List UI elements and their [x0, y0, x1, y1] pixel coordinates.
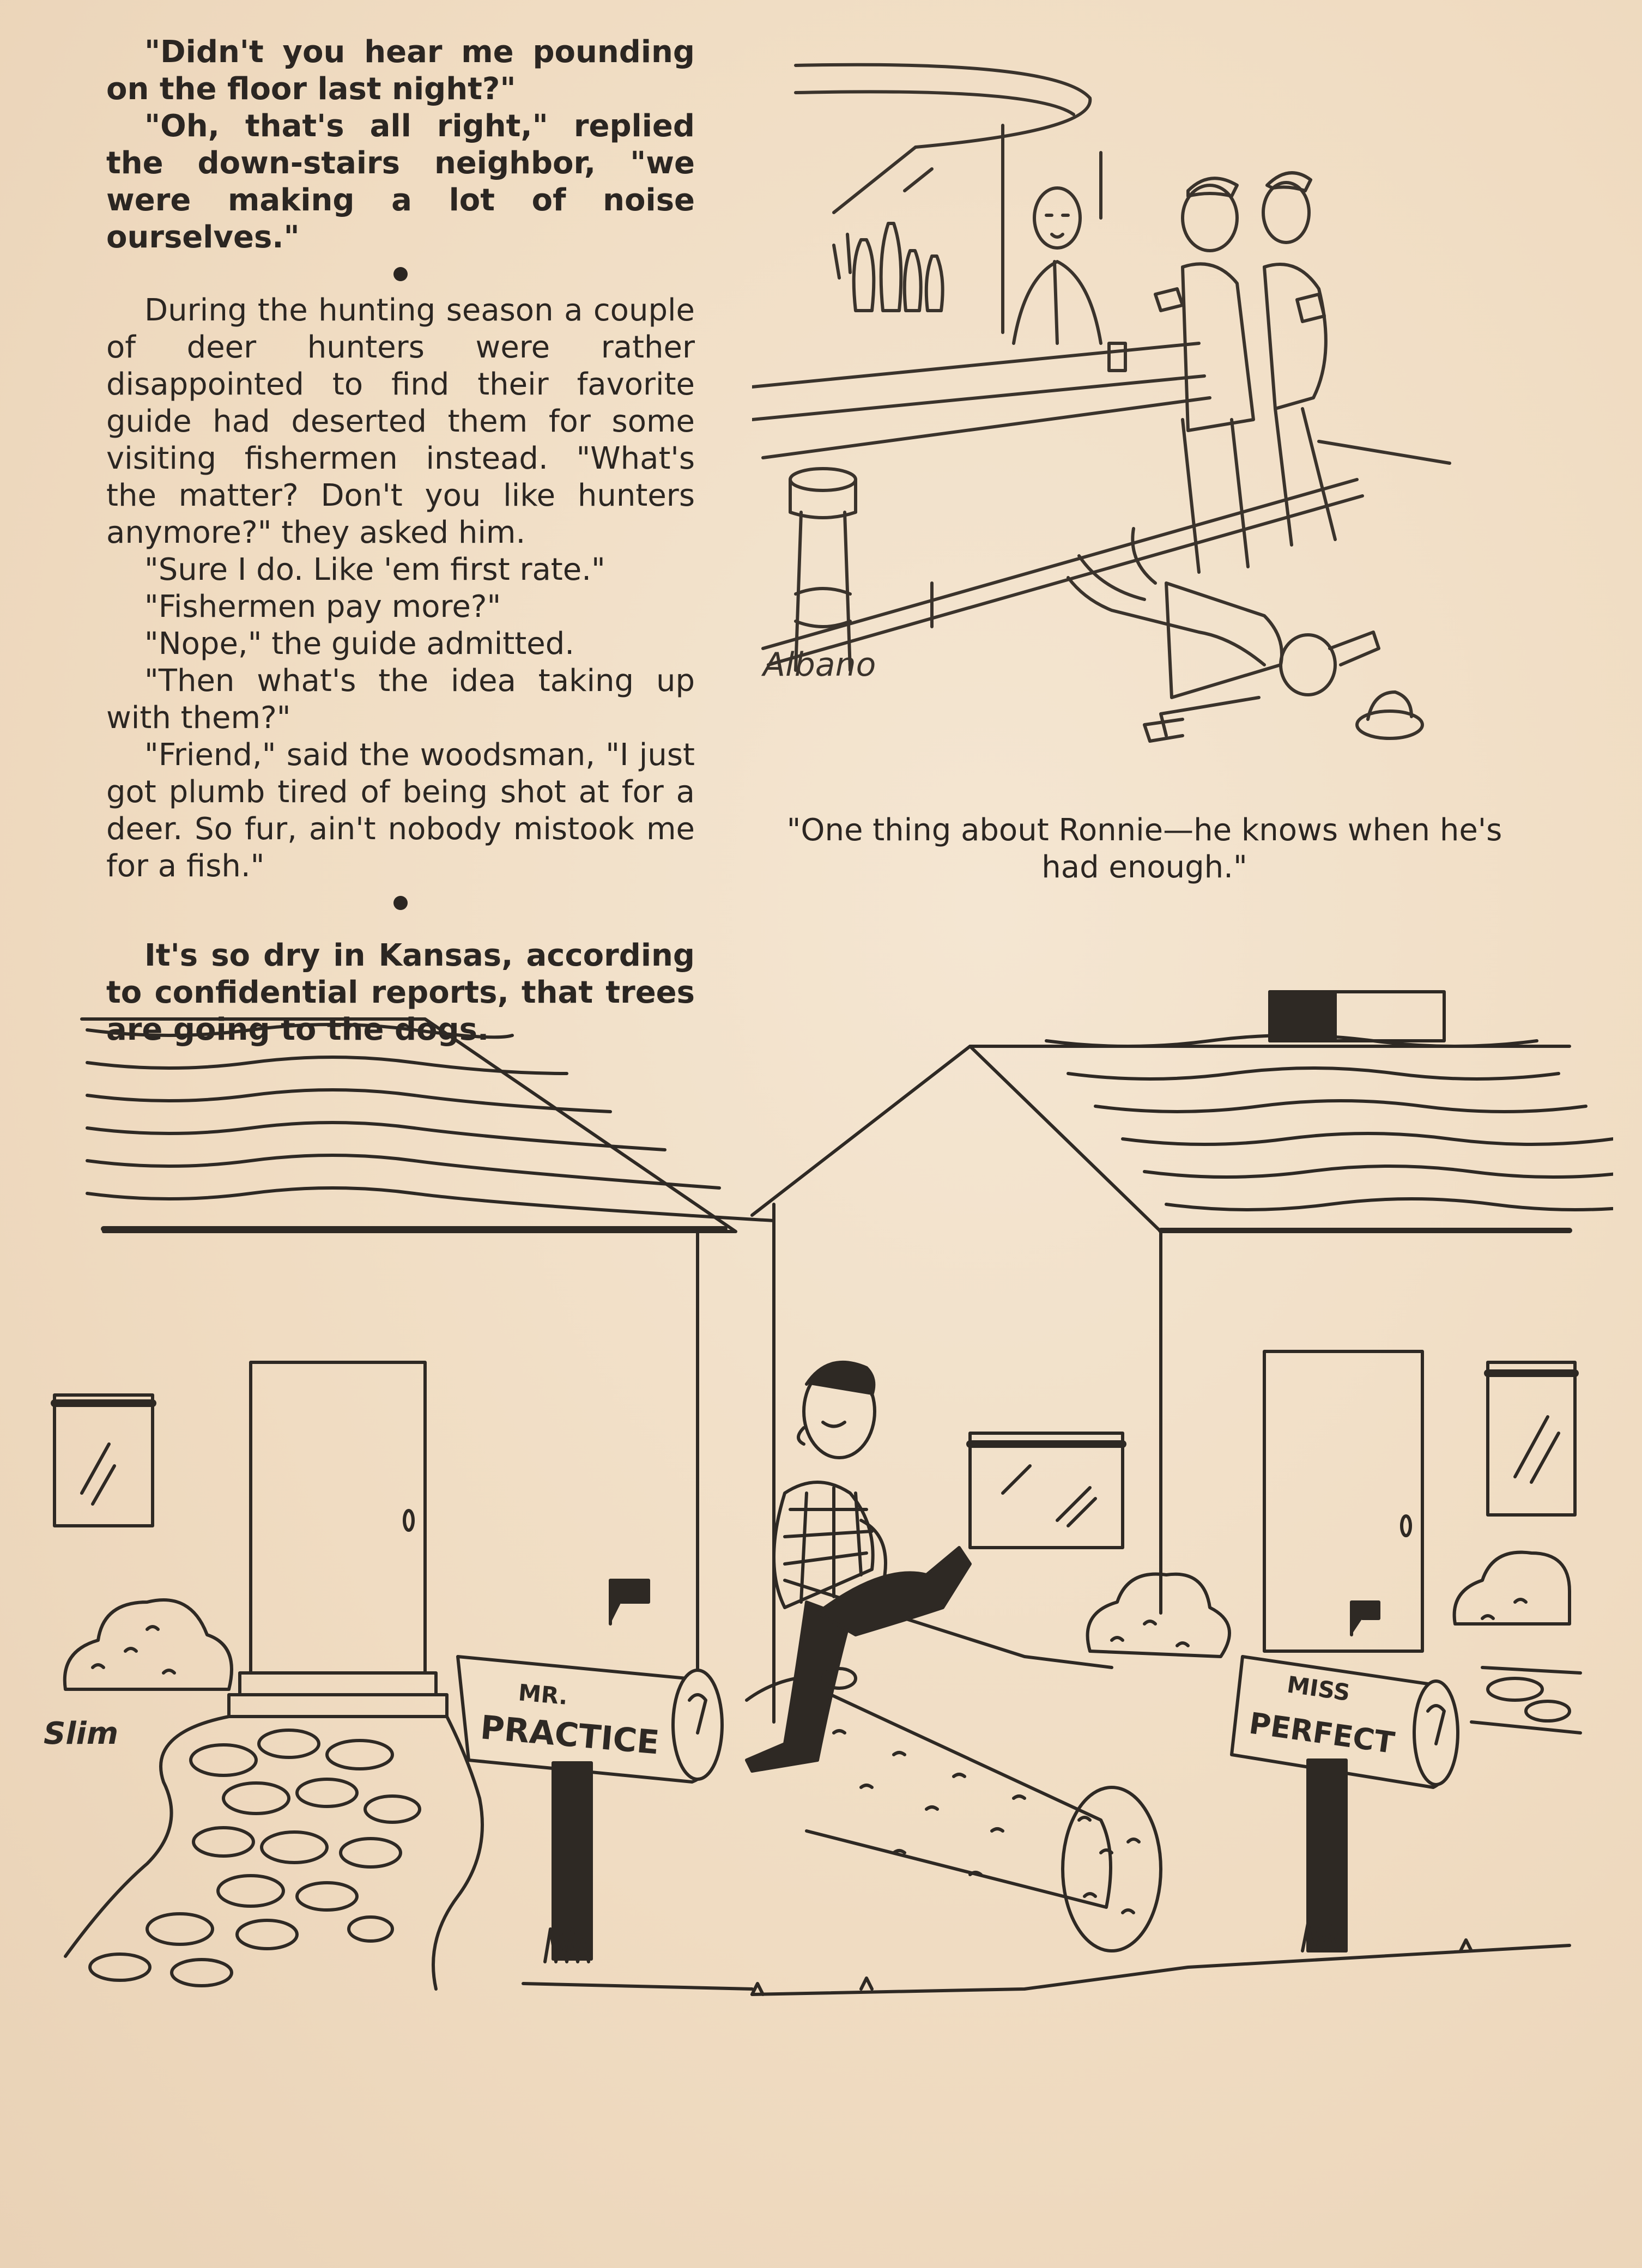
houses-cartoon	[44, 970, 1613, 2005]
joke-hunters-line2: "Sure I do. Like 'em first rate."	[144, 552, 605, 587]
left-house-roof	[82, 1019, 774, 1232]
joke-hunters-line3: "Fishermen pay more?"	[144, 589, 501, 624]
joke-hunters-line5: "Then what's the idea taking up with them?"	[106, 663, 695, 736]
mailbox-mr-practice	[458, 1580, 722, 1962]
bar-cartoon	[752, 38, 1537, 763]
mailbox-right-line2: PERFECT	[1247, 1706, 1397, 1761]
signature-slim: Slim	[44, 1716, 119, 1751]
left-house-window	[54, 1395, 153, 1526]
separator-dot	[106, 885, 695, 921]
left-house-door	[229, 1362, 447, 1717]
separator-dot	[106, 256, 695, 292]
mailbox-left-line2: PRACTICE	[478, 1708, 661, 1762]
joke-noise-line1: "Didn't you hear me pounding on the floor last night?"	[106, 34, 695, 107]
signature-albano: Albano	[763, 646, 876, 684]
joke-kansas: It's so dry in Kansas, according to confidential reports, that trees are going to the dogs.	[106, 938, 695, 1047]
joke-hunters-intro: During the hunting season a couple of deer hunters were rather disappointed to find their favorite guide had deserted them for some visiting fishermen instead. "What's the matter? Don't you like hunters anymore?" they asked him.	[106, 293, 695, 550]
right-house-center-window	[970, 1433, 1123, 1548]
joke-hunters-line4: "Nope," the guide admitted.	[144, 626, 575, 662]
walking-man-figure	[747, 1362, 970, 1771]
joke-hunters-punchline: "Friend," said the woodsman, "I just got plumb tired of being shot at for a deer. So fur, ain't nobody mistook me for a fish."	[106, 737, 695, 884]
joke-noise-line2: "Oh, that's all right," replied the down-stairs neighbor, "we were making a lot of noise ourselves."	[106, 108, 695, 255]
bartender-figure	[1014, 188, 1101, 343]
right-house-side-window	[1488, 1362, 1575, 1515]
mailbox-left-line1: MR.	[517, 1679, 569, 1710]
bottles-icon	[834, 223, 943, 311]
bar-cartoon-caption: "One thing about Ronnie—he knows when he's had enough."	[786, 812, 1502, 885]
mailbox-right-line1: MISS	[1285, 1671, 1352, 1707]
bar-stool	[790, 469, 856, 670]
left-bush	[65, 1600, 232, 1689]
joke-column	[106, 34, 695, 1048]
stone-path	[65, 1717, 482, 1989]
fallen-hat-icon	[1357, 692, 1422, 738]
right-bush	[1455, 1553, 1570, 1624]
center-bush	[1088, 1574, 1229, 1657]
mailbox-miss-perfect	[1232, 1602, 1458, 1951]
ronnie-lying-figure	[1068, 529, 1379, 741]
right-house-door	[1264, 1351, 1422, 1651]
right-house-roof	[752, 992, 1613, 1232]
